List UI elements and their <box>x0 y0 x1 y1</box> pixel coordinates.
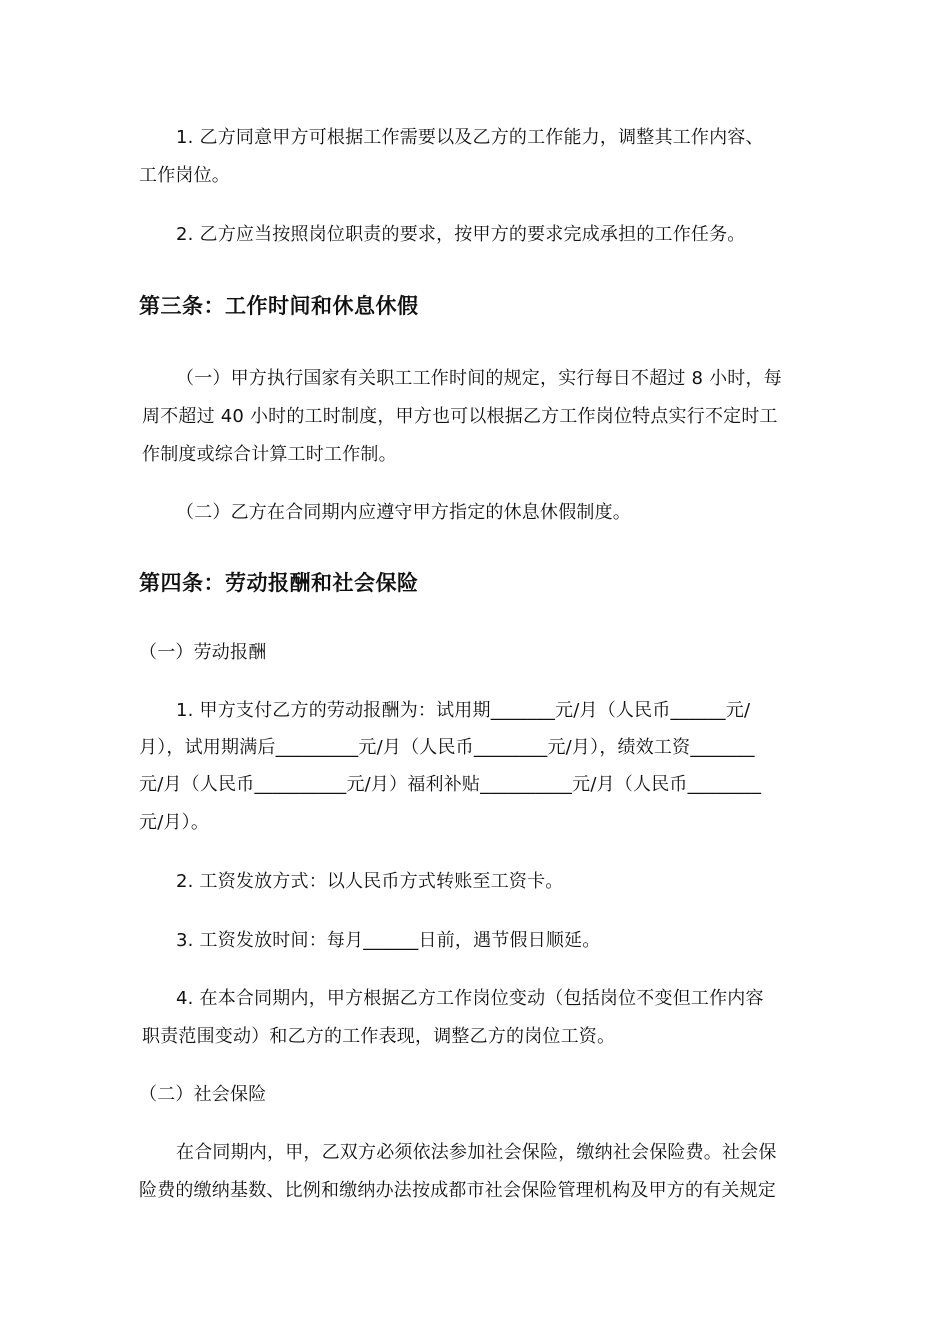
social-insurance-para-line-2: 险费的缴纳基数、比例和缴纳办法按成都市社会保险管理机构及甲方的有关规定 <box>139 1180 776 1201</box>
subsection-heading-remuneration: （一）劳动报酬 <box>139 642 267 663</box>
article-3-para-2: （二）乙方在合同期内应遵守甲方指定的休息休假制度。 <box>176 502 631 523</box>
remuneration-item-4-line-2: 职责范围变动）和乙方的工作表现，调整乙方的岗位工资。 <box>142 1026 616 1047</box>
remuneration-item-3: 3. 工资发放时间：每月______日前，遇节假日顺延。 <box>176 930 601 951</box>
remuneration-item-1-line-1: 1. 甲方支付乙方的劳动报酬为：试用期_______元/月（人民币______元/ <box>176 700 751 721</box>
remuneration-item-1-line-4: 元/月）。 <box>139 812 210 833</box>
article-3-para-1-line-1: （一）甲方执行国家有关职工工作时间的规定，实行每日不超过 8 小时，每 <box>176 368 782 389</box>
remuneration-item-1-line-3: 元/月（人民币__________元/月）福利补贴__________元/月（人民币________ <box>139 774 762 795</box>
section-heading-article-4: 第四条：劳动报酬和社会保险 <box>139 571 419 595</box>
remuneration-item-4-line-1: 4. 在本合同期内，甲方根据乙方工作岗位变动（包括岗位不变但工作内容 <box>176 988 764 1009</box>
social-insurance-para-line-1: 在合同期内，甲，乙双方必须依法参加社会保险，缴纳社会保险费。社会保 <box>176 1142 777 1163</box>
remuneration-item-2: 2. 工资发放方式：以人民币方式转账至工资卡。 <box>176 871 564 892</box>
section-heading-article-3: 第三条：工作时间和休息休假 <box>139 294 419 318</box>
clause-2-item-1-line-2: 工作岗位。 <box>139 165 230 186</box>
article-3-para-1-line-2: 周不超过 40 小时的工时制度，甲方也可以根据乙方工作岗位特点实行不定时工 <box>142 406 778 427</box>
subsection-heading-social-insurance: （二）社会保险 <box>139 1084 267 1105</box>
remuneration-item-1-line-2: 月），试用期满后_________元/月（人民币________元/月），绩效工资_______ <box>139 737 755 758</box>
article-3-para-1-line-3: 作制度或综合计算工时工作制。 <box>142 444 397 465</box>
clause-2-item-1-line-1: 1. 乙方同意甲方可根据工作需要以及乙方的工作能力，调整其工作内容、 <box>176 127 764 148</box>
clause-2-item-2: 2. 乙方应当按照岗位职责的要求，按甲方的要求完成承担的工作任务。 <box>176 224 746 245</box>
